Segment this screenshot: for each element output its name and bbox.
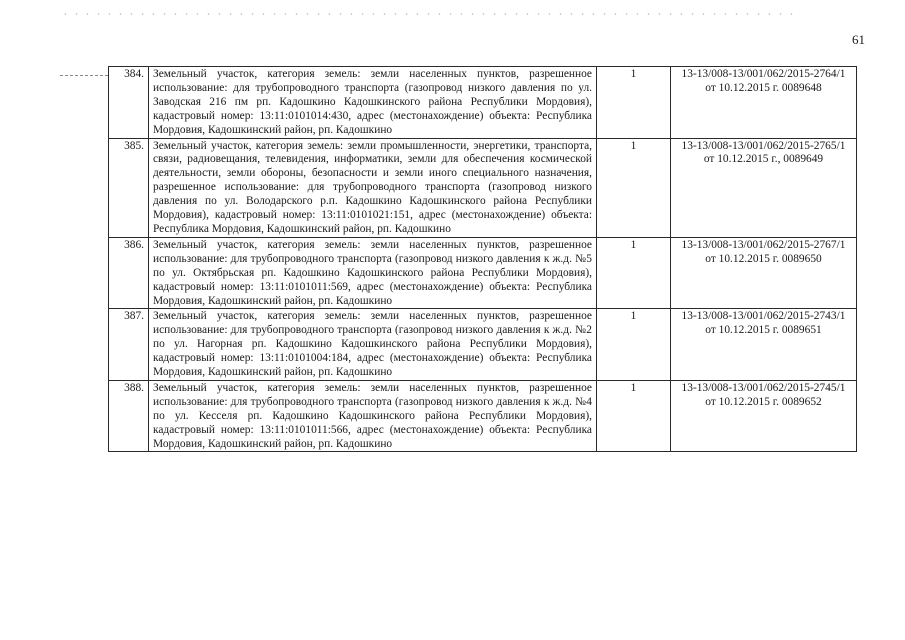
row-number-cell: 385.	[109, 138, 149, 237]
table-row	[109, 380, 857, 452]
row-number-cell: 388.	[109, 380, 149, 452]
table-row	[109, 67, 857, 139]
property-register-table	[108, 66, 857, 452]
registration-cell: 13-13/008-13/001/062/2015-2745/1 от 10.12.2015 г. 0089652	[671, 380, 857, 452]
table-row	[109, 309, 857, 381]
description-cell: Земельный участок, категория земель: земли населенных пунктов, разрешенное использование: для трубопроводного транспорта (газопровод низкого давления по ул. Заводская 216 пм рп. Кадошкино Кадошкинского района Республики Мордовия), кадастровый номер: 13:11:0101014:430, адрес (местонахождение) объекта: Республика Мордовия, Кадошкинский район, рп. Кадошкино	[149, 67, 597, 139]
registration-cell: 13-13/008-13/001/062/2015-2764/1 от 10.12.2015 г. 0089648	[671, 67, 857, 139]
row-number-cell: 386.	[109, 237, 149, 309]
description-cell: Земельный участок, категория земель: земли населенных пунктов, разрешенное использование: для трубопроводного транспорта (газопровод низкого давления к ж.д. №4 по ул. Кесселя рп. Кадошкино Кадошкинского района Республики Мордовия), кадастровый номер: 13:11:0101011:566, адрес (местонахождение) объекта: Республика Мордовия, Кадошкинский район, рп. Кадошкино	[149, 380, 597, 452]
registration-cell: 13-13/008-13/001/062/2015-2743/1 от 10.12.2015 г. 0089651	[671, 309, 857, 381]
page-number: 61	[852, 32, 865, 47]
quantity-cell: 1	[597, 67, 671, 139]
quantity-cell: 1	[597, 309, 671, 381]
registration-cell: 13-13/008-13/001/062/2015-2767/1 от 10.12.2015 г. 0089650	[671, 237, 857, 309]
row-number-cell: 387.	[109, 309, 149, 381]
description-cell: Земельный участок, категория земель: земли населенных пунктов, разрешенное использование: для трубопроводного транспорта (газопровод низкого давления к ж.д. №5 по ул. Октябрьская рп. Кадошкино Кадошкинского района Республики Мордовия), кадастровый номер: 13:11:0101011:569, адрес (местонахождение) объекта: Республика Мордовия, Кадошкинский район, рп. Кадошкино	[149, 237, 597, 309]
quantity-cell: 1	[597, 138, 671, 237]
quantity-cell: 1	[597, 237, 671, 309]
scan-noise-dots	[60, 12, 800, 16]
description-cell: Земельный участок, категория земель: земли промышленности, энергетики, транспорта, связи, радиовещания, телевидения, информатики, земли для обеспечения космической деятельности, земли обороны, безопасности и земли иного специального назначения, разрешенное использование: для трубопроводного транспорта (газопровод низкого давления по ул. Володарского р.п. Кадошкино Кадошкинского района Республики Мордовия), кадастровый номер: 13:11:0101021:151, адрес (местонахождение) объекта: Республика Мордовия, Кадошкинский район, рп. Кадошкино	[149, 138, 597, 237]
margin-mark	[60, 75, 108, 76]
description-cell: Земельный участок, категория земель: земли населенных пунктов, разрешенное использование: для трубопроводного транспорта (газопровод низкого давления к ж.д. №2 по ул. Нагорная рп. Кадошкино Кадошкинского района Республики Мордовия), кадастровый номер: 13:11:0101004:184, адрес (местонахождение) объекта: Республика Мордовия, Кадошкинский район, рп. Кадошкино	[149, 309, 597, 381]
quantity-cell: 1	[597, 380, 671, 452]
table-row	[109, 138, 857, 237]
registration-cell: 13-13/008-13/001/062/2015-2765/1 от 10.12.2015 г., 0089649	[671, 138, 857, 237]
row-number-cell: 384.	[109, 67, 149, 139]
table-row	[109, 237, 857, 309]
